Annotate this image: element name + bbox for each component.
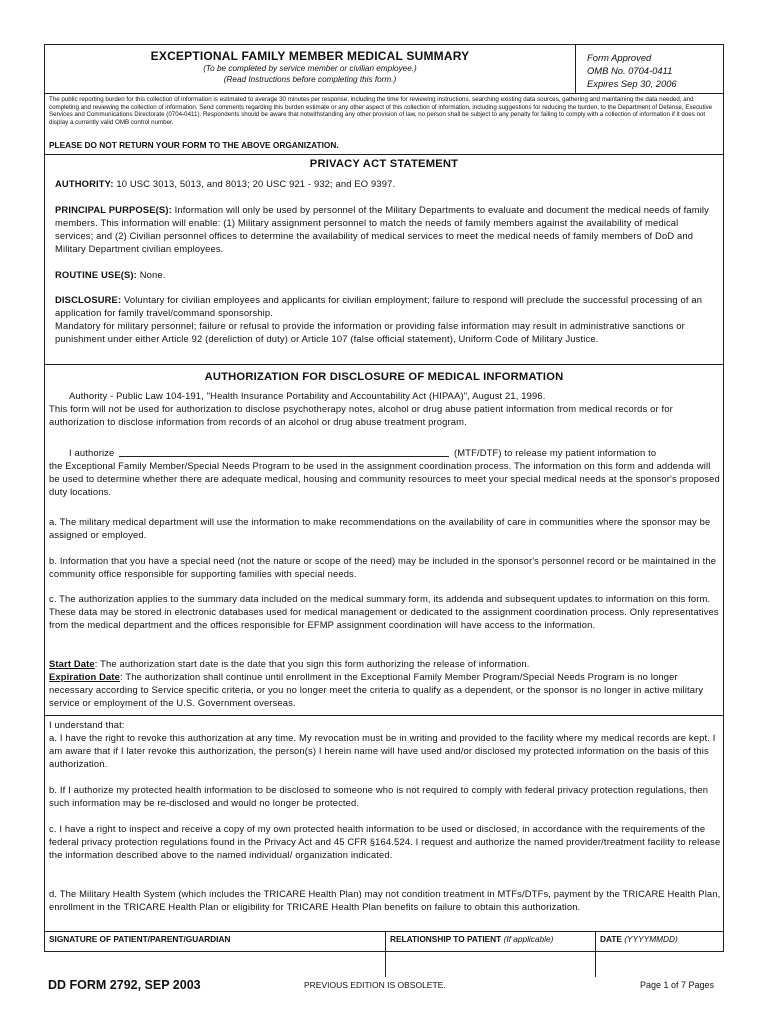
auth-item-b: b. Information that you have a special need (not the nature or scope of the need) may be included in the sponsor's personnel record or be maintained in the community office responsible for supporting families with special needs. — [49, 555, 717, 579]
signature-field[interactable] — [45, 931, 385, 977]
i-authorize-line — [49, 446, 721, 498]
relationship-label: RELATIONSHIP TO PATIENT — [390, 934, 502, 944]
expiration-date-label: Expiration Date — [49, 671, 121, 682]
no-return-notice: PLEASE DO NOT RETURN YOUR FORM TO THE ABOVE ORGANIZATION. — [49, 140, 339, 150]
understand-intro: I understand that: — [49, 719, 125, 730]
routine-use-paragraph — [55, 268, 715, 281]
date-label-wrap — [600, 934, 724, 944]
signature-row — [45, 931, 723, 977]
authority-paragraph — [55, 177, 715, 190]
start-date-label: Start Date — [49, 658, 95, 669]
i-authorize-label: I authorize — [69, 447, 115, 458]
date-label: DATE — [600, 934, 622, 944]
burden-statement: The public reporting burden for this collection of information is estimated to average 30 minutes per response, including the time for reviewing instructions, searching existing data sources, gathering and maintaining the data needed, and completing and reviewing the collection of information. Send comments regarding this burden estimate or any other aspect of this collection of information, including suggestions for reducing the burden, to the Department of Defense, Executive Services and Communications Directorate (0704-0411). Respondents should be aware that notwithstanding any other provision of law, no person shall be subject to any penalty for failing to comply with a collection of information if it does not display a currently valid OMB control number. — [49, 96, 713, 126]
release-label: (MTF/DTF) to release my patient information to — [453, 447, 657, 458]
form-subtitle-2: (Read Instructions before completing this form.) — [223, 75, 397, 84]
disclosure-text-1: Voluntary for civilian employees and applicants for civilian employment; failure to respond will preclude the successful processing of an application for family travel/command sponsorship. — [55, 294, 703, 318]
relationship-field[interactable] — [385, 931, 596, 977]
release-continuation: the Exceptional Family Member/Special Needs Program to be used in the assignment coordination process. The information on this form and addenda will be used to determine whether there are adequate medical, housing and community resources to meet your special medical needs at the sponsor's proposed duty locations. — [49, 460, 720, 497]
authorization-intro — [49, 389, 721, 428]
auth-item-a: a. The military medical department will use the information to make recommendations on the availability of care in communities where the sponsor may be assigned or employed. — [49, 516, 711, 540]
disclosure-text-2: Mandatory for military personnel; failure or refusal to provide the information or providing false information may result in administrative sanctions or punishment under either Article 92 (dereliction of duty) or Article 107 (false official statement), Uniform Code of Military Justice. — [55, 320, 685, 344]
form-id: DD FORM 2792, SEP 2003 — [48, 978, 201, 992]
relationship-label-wrap — [390, 934, 596, 944]
relationship-note: (If applicable) — [503, 934, 554, 944]
header-title-block — [45, 45, 576, 93]
edition-note: PREVIOUS EDITION IS OBSOLETE. — [304, 980, 446, 990]
understand-item-c: c. I have a right to inspect and receive a copy of my own protected health information to be used or disclosed, in accordance with the requirements of the federal privacy protection regulations found in the Privacy Act and 45 CFR §164.524. I request and authorize the named provider/treatment facility to release the information described above to the named individual/ organization indicated. — [49, 823, 721, 860]
authority-text: 10 USC 3013, 5013, and 8013; 20 USC 921 - 932; and EO 9397. — [113, 178, 396, 189]
date-note: (YYYYMMDD) — [624, 934, 678, 944]
form-subtitle-1: (To be completed by service member or civilian employee.) — [203, 64, 417, 73]
routine-text: None. — [136, 269, 166, 280]
expiration-date-text: : The authorization shall continue until enrollment in the Exceptional Family Member Program/Special Needs Program is no longer necessary according to Service specific criteria, or you no longer meet the criteria to qualify as a dependent, or the sponsor is no longer in active military service or employment of the U.S. Government overseas. — [49, 671, 704, 708]
form-title: EXCEPTIONAL FAMILY MEMBER MEDICAL SUMMARY — [150, 49, 470, 63]
understand-item-b: b. If I authorize my protected health information to be disclosed to someone who is not required to comply with federal privacy protection regulations, then such information may be re-disclosed and would no longer be protected. — [49, 784, 709, 808]
privacy-act-section — [45, 154, 723, 170]
understand-item-d: d. The Military Health System (which includes the TRICARE Health Plan) may not condition treatment in MTFs/DTFs, payment by the TRICARE Health Plan, enrollment in the TRICARE Health Plan or eligibility for TRICARE Health Plan benefits on failure to obtain this authorization. — [49, 888, 721, 912]
expiration: Expires Sep 30, 2006 — [587, 78, 677, 89]
form-header — [45, 45, 723, 94]
signature-label: SIGNATURE OF PATIENT/PARENT/GUARDIAN — [49, 934, 231, 944]
facility-name-input[interactable] — [119, 446, 449, 457]
purpose-text: Information will only be used by personnel of the Military Departments to evaluate and document the medical needs of family members. This information will enable: (1) Military assignment personnel to match the needs of family members against the availability of medical services; and (2) Civilian personnel offices to determine the availability of medical services to meet the medical needs of family members of DoD and Military Department civilian employees. — [55, 204, 709, 254]
auth-item-c: c. The authorization applies to the summary data included on the medical summary form, its addenda and subsequent updates to information on this form. These data may be stored in electronic databases used for medical management or dedicated to the assignment coordination process. Only representatives from the medical department and the offices responsible for EFMP assignment coordination will have access to the information. — [49, 593, 719, 630]
understand-section — [45, 715, 723, 716]
form-frame — [44, 44, 724, 952]
disclosure-label: DISCLOSURE: — [55, 294, 122, 305]
purpose-paragraph — [55, 203, 715, 255]
psychotherapy-exclusion: This form will not be used for authorization to disclose psychotherapy notes, alcohol or drug abuse patient information from medical records or for authorization to disclose information from records of an alcohol or drug abuse treatment program. — [49, 403, 673, 427]
disclosure-paragraph — [55, 293, 715, 345]
page-number: Page 1 of 7 Pages — [640, 980, 715, 990]
form-approved: Form Approved — [587, 52, 652, 63]
understand-block-a — [49, 718, 721, 770]
purpose-label: PRINCIPAL PURPOSE(S): — [55, 204, 172, 215]
authorization-section — [45, 364, 723, 383]
routine-label: ROUTINE USE(S): — [55, 269, 137, 280]
authorization-title: AUTHORIZATION FOR DISCLOSURE OF MEDICAL INFORMATION — [204, 371, 564, 383]
dates-paragraph — [49, 657, 721, 709]
start-date-text: : The authorization start date is the date that you sign this form authorizing the release of information. — [94, 658, 530, 669]
understand-item-a: a. I have the right to revoke this authorization at any time. My revocation must be in writing and provided to the facility where my medical records are kept. I am aware that if I later revoke this authorization, the person(s) I herein name will have used and/or disclosed my protected information on the basis of this authorization. — [49, 732, 716, 769]
hipaa-authority: Authority - Public Law 104-191, "Health Insurance Portability and Accountability Act (HIPAA)", August 21, 1996. — [69, 390, 546, 401]
privacy-act-title: PRIVACY ACT STATEMENT — [309, 158, 459, 170]
omb-number: OMB No. 0704-0411 — [587, 65, 673, 76]
date-field[interactable] — [595, 931, 724, 977]
omb-approval — [587, 51, 677, 90]
authority-label: AUTHORITY: — [55, 178, 114, 189]
